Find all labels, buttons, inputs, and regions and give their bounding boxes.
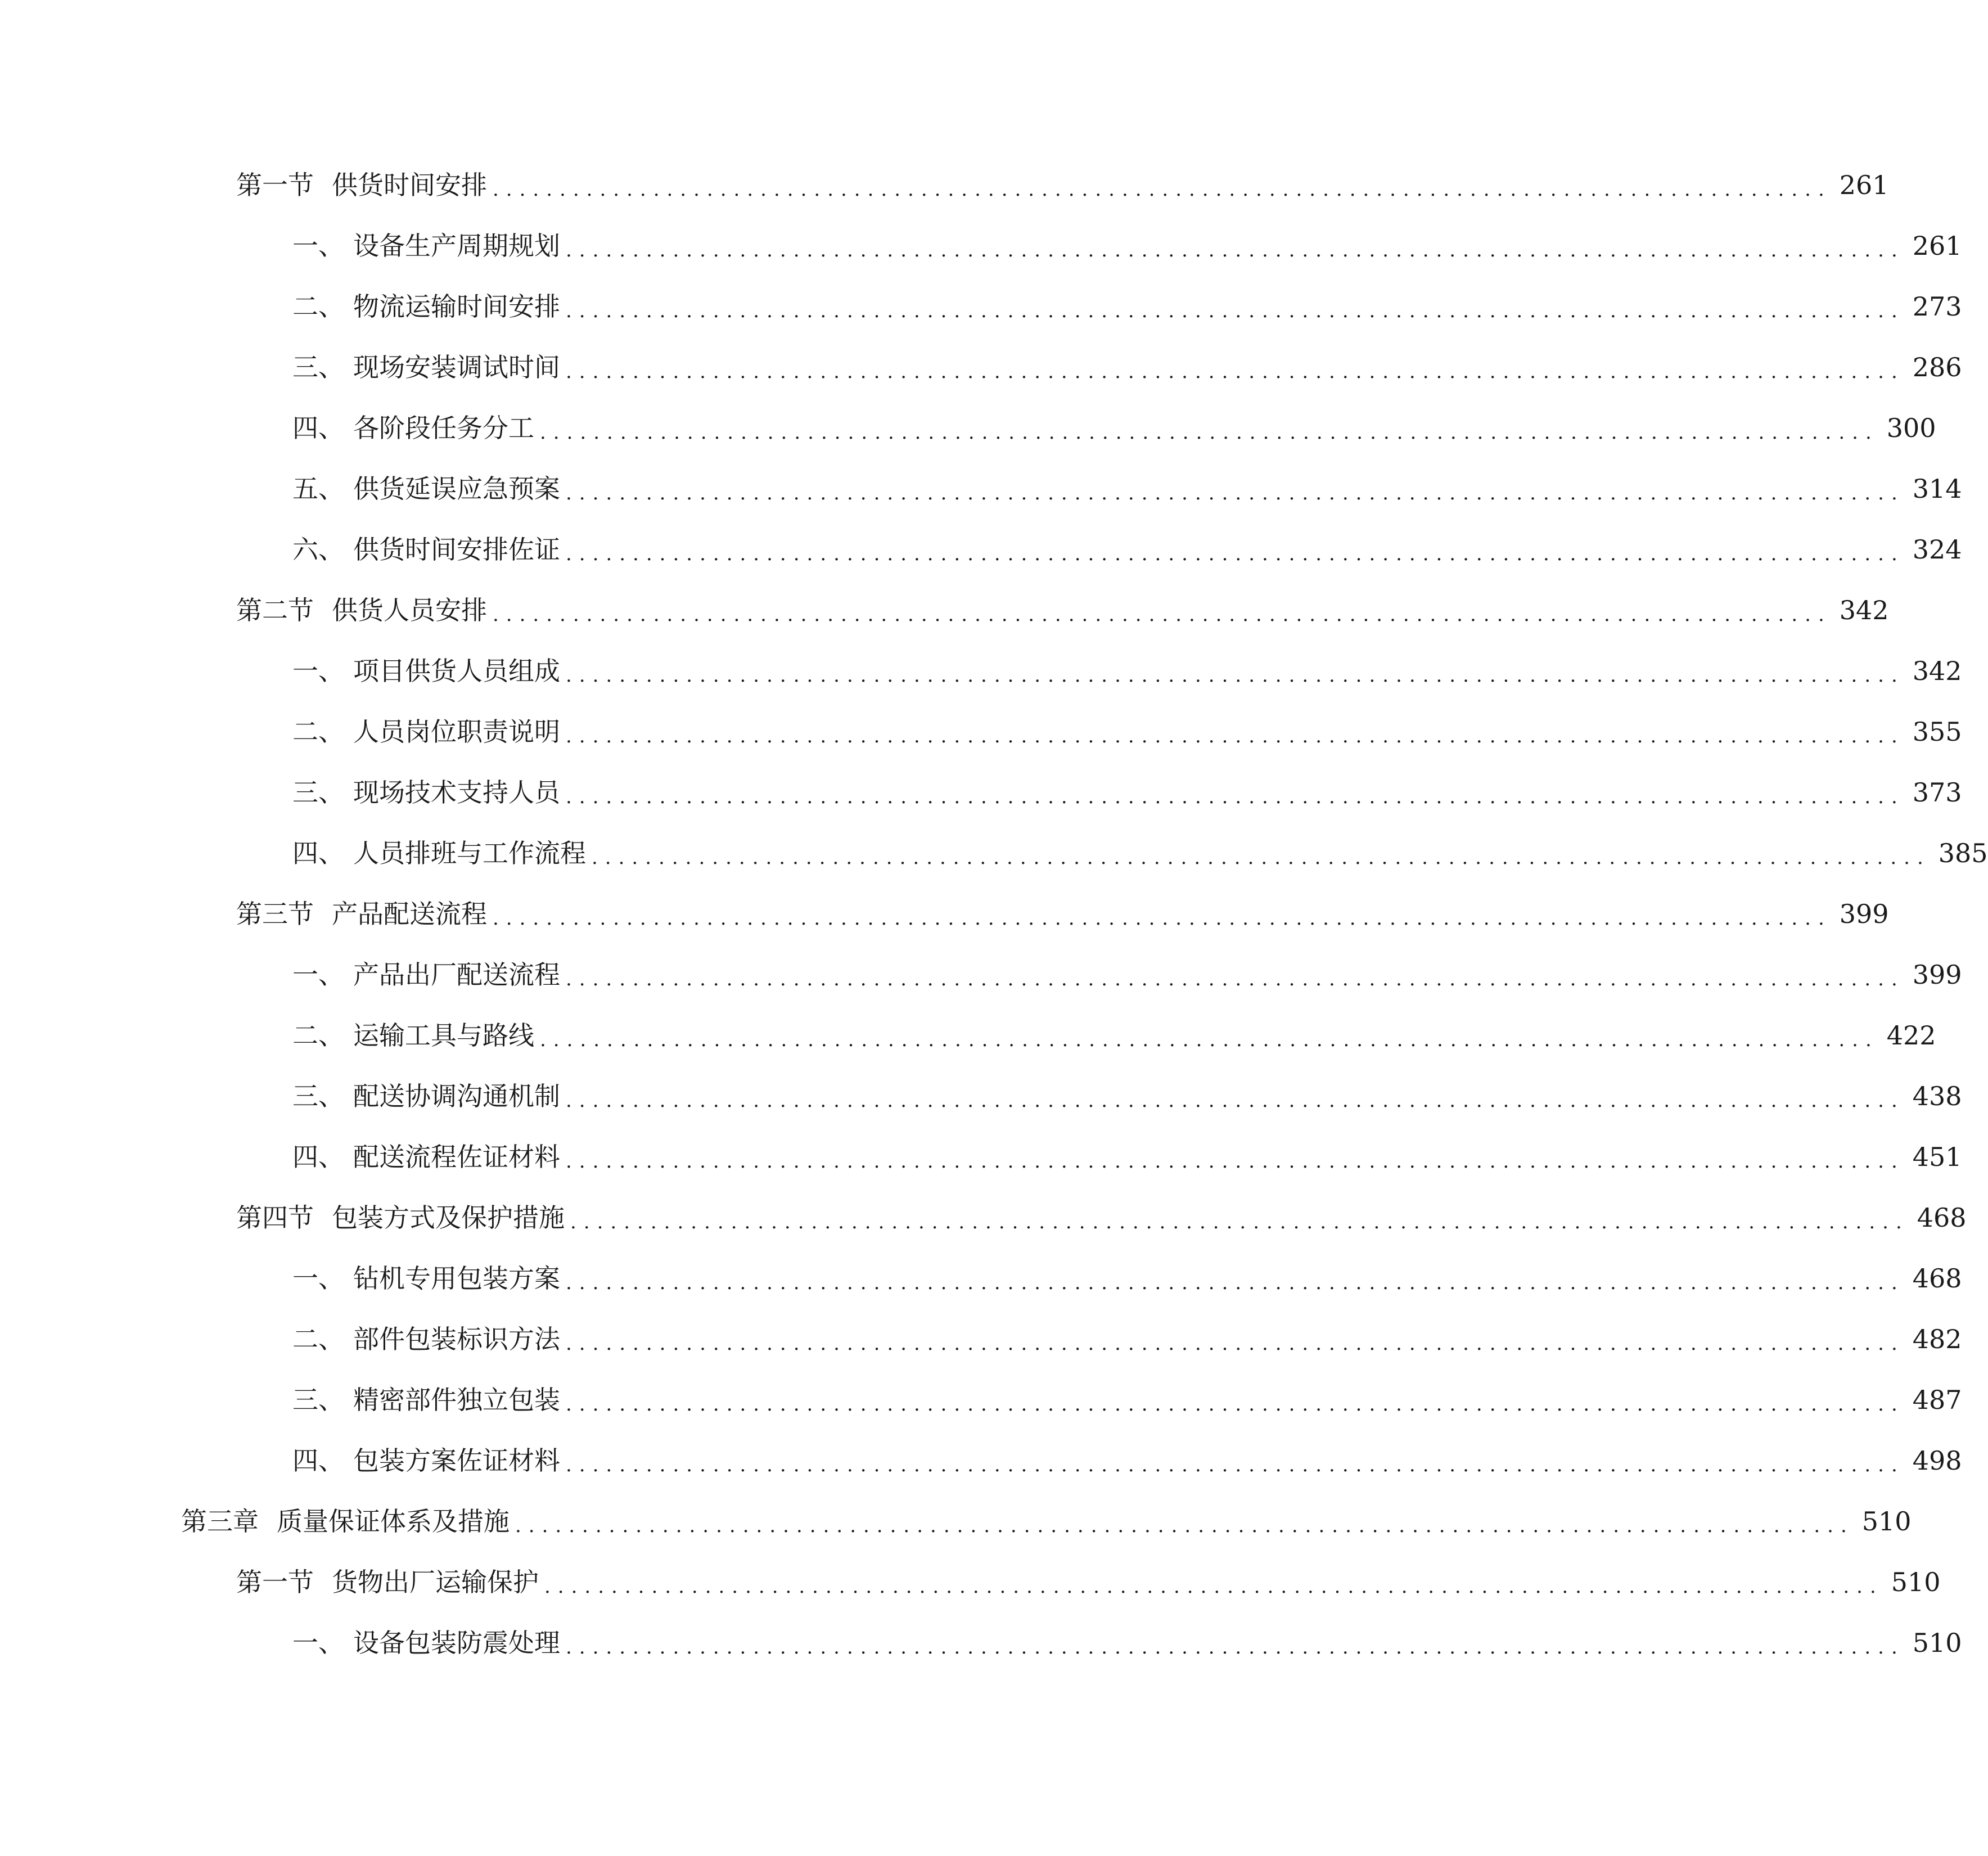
- toc-entry-title: 包装方案佐证材料: [353, 1445, 560, 1476]
- toc-entry-page: 510: [1861, 1506, 1912, 1537]
- toc-dot-leader: ....................................................................................................: [570, 1211, 1909, 1233]
- toc-entry-page: 324: [1912, 534, 1962, 565]
- toc-entry[interactable]: [292, 348, 1962, 387]
- toc-dot-leader: ....................................................................................................: [566, 300, 1905, 322]
- toc-entry[interactable]: [236, 1562, 1941, 1602]
- toc-entry[interactable]: [292, 408, 1936, 448]
- toc-entry[interactable]: [292, 712, 1962, 751]
- toc-dot-leader: ....................................................................................................: [493, 603, 1832, 626]
- toc-dot-leader: ....................................................................................................: [566, 1393, 1905, 1416]
- toc-entry-number: 六、: [292, 534, 344, 565]
- toc-entry-number: 二、: [292, 291, 344, 322]
- toc-dot-leader: ....................................................................................................: [566, 1454, 1905, 1476]
- toc-entry[interactable]: [292, 469, 1962, 508]
- toc-entry-page: 510: [1891, 1567, 1941, 1597]
- toc-entry-page: 468: [1912, 1263, 1962, 1294]
- toc-entry-number: 第二节: [236, 595, 314, 625]
- toc-entry-page: 286: [1912, 352, 1962, 382]
- toc-entry-page: 373: [1912, 777, 1962, 808]
- toc-dot-leader: ....................................................................................................: [515, 1515, 1854, 1537]
- toc-entry[interactable]: [292, 834, 1988, 873]
- toc-dot-leader: ....................................................................................................: [544, 1575, 1883, 1598]
- toc-entry[interactable]: [292, 226, 1962, 265]
- toc-entry[interactable]: [292, 955, 1962, 994]
- toc-dot-leader: ....................................................................................................: [566, 361, 1905, 383]
- toc-dot-leader: ....................................................................................................: [566, 1150, 1905, 1173]
- toc-entry-page: 451: [1912, 1142, 1962, 1172]
- toc-entry[interactable]: [292, 287, 1962, 326]
- toc-entry-number: 三、: [292, 1385, 344, 1415]
- toc-dot-leader: ....................................................................................................: [566, 1332, 1905, 1355]
- toc-entry-page: 273: [1912, 291, 1962, 322]
- toc-entry[interactable]: [181, 1502, 1912, 1541]
- toc-entry-title: 精密部件独立包装: [353, 1385, 560, 1415]
- toc-entry-title: 现场技术支持人员: [353, 777, 560, 808]
- toc-entry[interactable]: [292, 1259, 1962, 1298]
- toc-dot-leader: ....................................................................................................: [493, 178, 1832, 201]
- toc-entry-number: 二、: [292, 1324, 344, 1354]
- toc-entry-page: 300: [1886, 413, 1936, 443]
- toc-entry-page: 487: [1912, 1385, 1962, 1415]
- toc-entry[interactable]: [236, 165, 1889, 205]
- toc-entry-page: 342: [1912, 656, 1962, 686]
- toc-entry-page: 355: [1912, 717, 1962, 747]
- toc-entry-title: 钻机专用包装方案: [353, 1263, 560, 1294]
- toc-entry-title: 货物出厂运输保护: [332, 1567, 539, 1597]
- toc-entry-number: 第三章: [181, 1506, 259, 1537]
- toc-entry[interactable]: [292, 1319, 1962, 1359]
- toc-entry[interactable]: [236, 1198, 1967, 1237]
- toc-entry-page: 498: [1912, 1445, 1962, 1476]
- toc-dot-leader: ....................................................................................................: [540, 1029, 1879, 1051]
- toc-dot-leader: ....................................................................................................: [566, 664, 1905, 687]
- toc-entry-number: 一、: [292, 959, 344, 990]
- toc-dot-leader: ....................................................................................................: [566, 968, 1905, 990]
- toc-entry-page: 385: [1938, 838, 1988, 868]
- toc-entry-title: 现场安装调试时间: [353, 352, 560, 382]
- toc-entry-title: 供货延误应急预案: [353, 474, 560, 504]
- toc-entry-number: 一、: [292, 1263, 344, 1294]
- toc-entry-number: 四、: [292, 1445, 344, 1476]
- toc-entry[interactable]: [292, 651, 1962, 691]
- toc-dot-leader: ....................................................................................................: [566, 725, 1905, 747]
- toc-entry-title: 项目供货人员组成: [353, 656, 560, 686]
- toc-entry-page: 468: [1917, 1202, 1967, 1233]
- toc-entry-number: 第一节: [236, 170, 314, 200]
- toc-entry-title: 产品配送流程: [332, 899, 487, 929]
- toc-entry-page: 399: [1912, 959, 1962, 990]
- toc-entry-number: 二、: [292, 1020, 344, 1051]
- toc-entry-title: 包装方式及保护措施: [332, 1202, 565, 1233]
- toc-entry-title: 设备生产周期规划: [353, 231, 560, 261]
- toc-entry-page: 261: [1839, 170, 1889, 200]
- toc-entry[interactable]: [292, 530, 1962, 569]
- toc-entry[interactable]: [292, 773, 1962, 812]
- toc-entry-number: 第四节: [236, 1202, 314, 1233]
- toc-entry[interactable]: [236, 894, 1889, 934]
- toc-dot-leader: ....................................................................................................: [540, 421, 1879, 444]
- toc-dot-leader: ....................................................................................................: [566, 543, 1905, 565]
- toc-entry-title: 配送协调沟通机制: [353, 1081, 560, 1111]
- toc-entry-title: 设备包装防震处理: [353, 1628, 560, 1658]
- toc-entry-title: 人员排班与工作流程: [353, 838, 586, 868]
- toc-entry-number: 一、: [292, 656, 344, 686]
- toc-entry[interactable]: [292, 1016, 1936, 1055]
- toc-entry-number: 三、: [292, 1081, 344, 1111]
- toc-entry-number: 五、: [292, 474, 344, 504]
- toc-entry[interactable]: [292, 1076, 1962, 1116]
- toc-entry-title: 人员岗位职责说明: [353, 717, 560, 747]
- toc-dot-leader: ....................................................................................................: [566, 239, 1905, 262]
- toc-dot-leader: ....................................................................................................: [566, 482, 1905, 504]
- toc-entry[interactable]: [292, 1441, 1962, 1480]
- toc-entry-title: 质量保证体系及措施: [277, 1506, 510, 1537]
- toc-dot-leader: ....................................................................................................: [592, 846, 1931, 869]
- toc-entry-number: 四、: [292, 413, 344, 443]
- toc-entry-number: 四、: [292, 838, 344, 868]
- toc-entry-number: 三、: [292, 352, 344, 382]
- toc-entry-title: 运输工具与路线: [353, 1020, 534, 1051]
- toc-entry-number: 一、: [292, 1628, 344, 1658]
- toc-dot-leader: ....................................................................................................: [566, 1636, 1905, 1659]
- toc-entry-number: 三、: [292, 777, 344, 808]
- toc-dot-leader: ....................................................................................................: [566, 1089, 1905, 1112]
- toc-entry[interactable]: [292, 1623, 1962, 1663]
- toc-entry-page: 342: [1839, 595, 1889, 625]
- toc-entry[interactable]: [236, 591, 1889, 630]
- toc-entry-page: 314: [1912, 474, 1962, 504]
- toc-entry-number: 二、: [292, 717, 344, 747]
- toc-entry-page: 438: [1912, 1081, 1962, 1111]
- toc-entry-title: 物流运输时间安排: [353, 291, 560, 322]
- toc-entry-number: 四、: [292, 1142, 344, 1172]
- toc-entry-page: 399: [1839, 899, 1889, 929]
- toc-entry-number: 第三节: [236, 899, 314, 929]
- toc-entry-page: 261: [1912, 231, 1962, 261]
- toc-entry-title: 供货时间安排佐证: [353, 534, 560, 565]
- toc-dot-leader: ....................................................................................................: [566, 1272, 1905, 1294]
- toc-entry[interactable]: [292, 1380, 1962, 1420]
- toc-dot-leader: ....................................................................................................: [566, 786, 1905, 808]
- toc-entry-title: 产品出厂配送流程: [353, 959, 560, 990]
- toc-entry-title: 供货时间安排: [332, 170, 487, 200]
- toc-entry-title: 各阶段任务分工: [353, 413, 534, 443]
- toc-dot-leader: ....................................................................................................: [493, 907, 1832, 930]
- toc-entry-number: 一、: [292, 231, 344, 261]
- toc-entry-title: 配送流程佐证材料: [353, 1142, 560, 1172]
- toc-entry-page: 422: [1886, 1020, 1936, 1051]
- toc-entry[interactable]: [292, 1137, 1962, 1177]
- toc-entry-number: 第一节: [236, 1567, 314, 1597]
- toc-entry-title: 部件包装标识方法: [353, 1324, 560, 1354]
- toc-entry-page: 510: [1912, 1628, 1962, 1658]
- toc-entry-page: 482: [1912, 1324, 1962, 1354]
- toc-entry-title: 供货人员安排: [332, 595, 487, 625]
